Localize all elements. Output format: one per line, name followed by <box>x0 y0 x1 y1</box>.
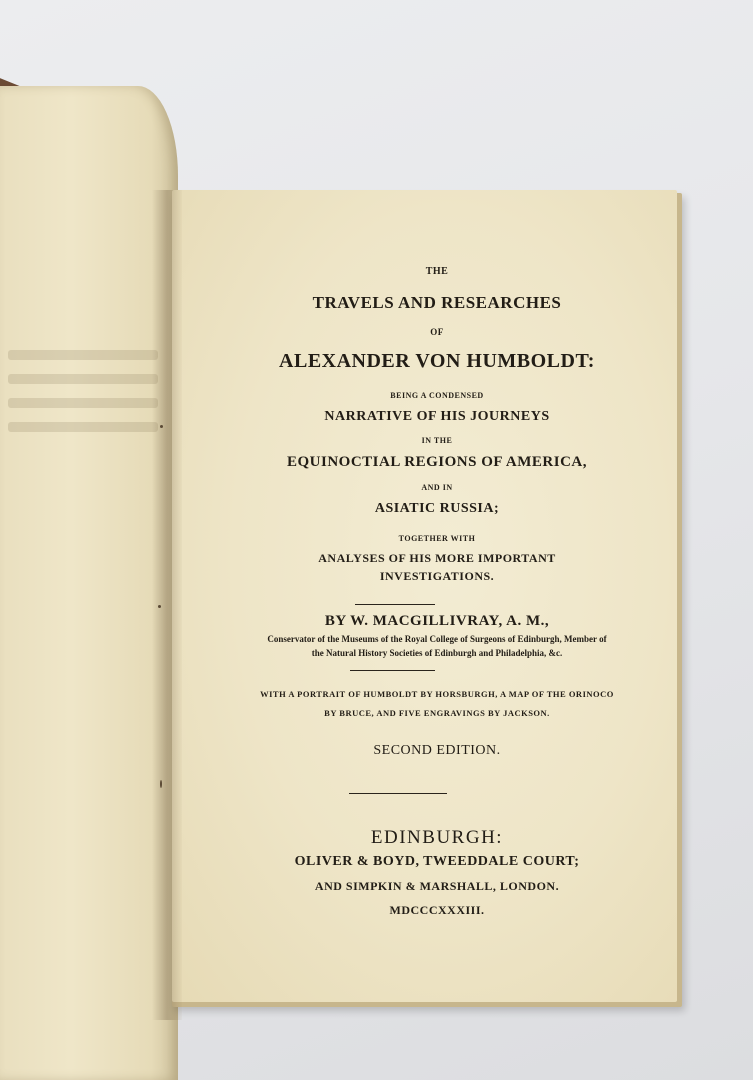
subtitle-analyses: ANALYSES OF HIS MORE IMPORTANT <box>318 551 556 565</box>
author-line: BY W. MACGILLIVRAY, A. M., <box>324 613 550 629</box>
subtitle-being: BEING A CONDENSED <box>390 391 484 400</box>
bleed-through-text <box>8 336 158 456</box>
subtitle-and-in: AND IN <box>421 483 453 492</box>
title-the: THE <box>425 266 449 277</box>
imprint-publisher-2: AND SIMPKIN & MARSHALL, LONDON. <box>314 879 560 893</box>
subtitle-narrative: NARRATIVE OF HIS JOURNEYS <box>324 409 550 424</box>
divider-rule <box>355 604 435 605</box>
imprint-city: EDINBURGH: <box>370 827 504 848</box>
author-credentials-1: Conservator of the Museums of the Royal College of Surgeons of Edinburgh, Member of <box>267 634 607 644</box>
illustrations-line-2: BY BRUCE, AND FIVE ENGRAVINGS BY JACKSON. <box>324 708 550 718</box>
edition-line: SECOND EDITION. <box>373 743 501 758</box>
book-gutter <box>152 190 182 1020</box>
subtitle-together: TOGETHER WITH <box>398 534 476 543</box>
imprint-publisher-1: OLIVER & BOYD, TWEEDDALE COURT; <box>294 854 580 869</box>
imprint-year: MDCCCXXXIII. <box>389 903 485 917</box>
divider-rule <box>350 670 435 671</box>
illustrations-line-1: WITH A PORTRAIT OF HUMBOLDT BY HORSBURGH, A MAP OF THE ORINOCO <box>260 689 614 699</box>
subject-name: ALEXANDER VON HUMBOLDT: <box>279 350 595 372</box>
page-speck <box>158 605 161 608</box>
book-title: TRAVELS AND RESEARCHES <box>312 293 562 312</box>
page-speck <box>160 425 163 428</box>
author-credentials-2: the Natural History Societies of Edinburgh and Philadelphia, &c. <box>311 648 563 658</box>
subtitle-investigations: INVESTIGATIONS. <box>379 569 495 583</box>
page-speck <box>160 780 162 788</box>
divider-rule <box>349 793 447 794</box>
title-of: OF <box>430 327 444 337</box>
subtitle-equinoctial: EQUINOCTIAL REGIONS OF AMERICA, <box>287 454 587 470</box>
subtitle-asiatic: ASIATIC RUSSIA; <box>374 501 500 516</box>
subtitle-in-the: IN THE <box>421 436 453 445</box>
